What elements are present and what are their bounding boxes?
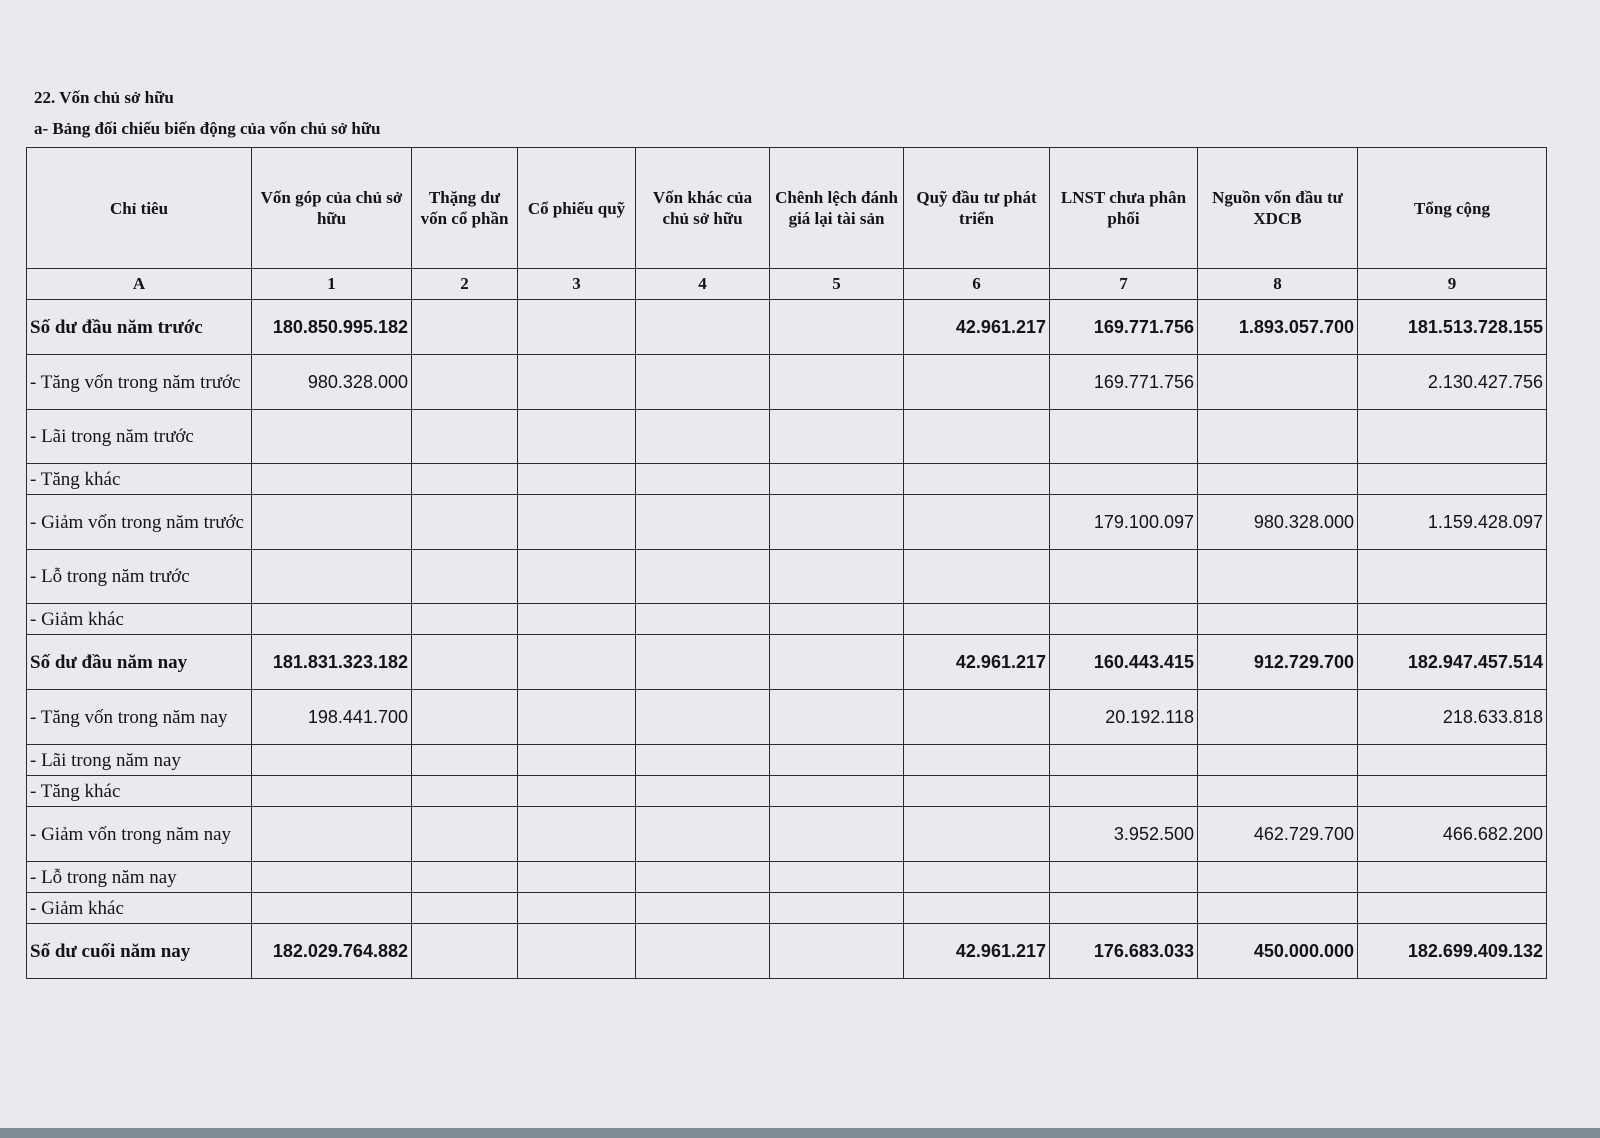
value-cell: 169.771.756 bbox=[1050, 300, 1198, 355]
value-cell bbox=[770, 635, 904, 690]
value-cell bbox=[252, 495, 412, 550]
value-cell bbox=[1198, 410, 1358, 464]
value-cell bbox=[518, 745, 636, 776]
value-cell bbox=[770, 355, 904, 410]
value-cell bbox=[636, 924, 770, 979]
value-cell: 42.961.217 bbox=[904, 300, 1050, 355]
value-cell bbox=[1198, 776, 1358, 807]
column-header: Vốn khác của chủ sở hữu bbox=[636, 148, 770, 269]
row-label: - Tăng vốn trong năm trước bbox=[27, 355, 252, 410]
value-cell bbox=[1198, 604, 1358, 635]
value-cell bbox=[1358, 893, 1547, 924]
value-cell bbox=[518, 924, 636, 979]
value-cell bbox=[518, 355, 636, 410]
column-header-row bbox=[27, 148, 1547, 269]
value-cell bbox=[636, 550, 770, 604]
value-cell: 180.850.995.182 bbox=[252, 300, 412, 355]
value-cell bbox=[636, 807, 770, 862]
value-cell bbox=[1198, 690, 1358, 745]
value-cell bbox=[636, 690, 770, 745]
row-label: - Lỗ trong năm nay bbox=[27, 862, 252, 893]
column-code: 6 bbox=[904, 269, 1050, 300]
value-cell bbox=[1358, 410, 1547, 464]
value-cell bbox=[252, 604, 412, 635]
value-cell bbox=[1050, 745, 1198, 776]
value-cell bbox=[1198, 862, 1358, 893]
value-cell bbox=[1358, 550, 1547, 604]
column-code-row bbox=[27, 269, 1547, 300]
table-subtitle: a- Bảng đối chiếu biến động của vốn chủ sở hữu bbox=[34, 119, 381, 138]
value-cell bbox=[518, 776, 636, 807]
column-header: Vốn góp của chủ sở hữu bbox=[252, 148, 412, 269]
value-cell bbox=[904, 464, 1050, 495]
value-cell bbox=[1198, 550, 1358, 604]
value-cell bbox=[412, 300, 518, 355]
table-row bbox=[27, 635, 1547, 690]
value-cell: 182.947.457.514 bbox=[1358, 635, 1547, 690]
value-cell bbox=[770, 893, 904, 924]
value-cell bbox=[518, 893, 636, 924]
value-cell bbox=[1358, 745, 1547, 776]
value-cell bbox=[1198, 355, 1358, 410]
value-cell bbox=[1050, 862, 1198, 893]
table-row bbox=[27, 464, 1547, 495]
value-cell bbox=[412, 862, 518, 893]
row-label: - Giảm khác bbox=[27, 604, 252, 635]
value-cell bbox=[770, 300, 904, 355]
value-cell bbox=[1050, 410, 1198, 464]
value-cell bbox=[412, 495, 518, 550]
column-code: 4 bbox=[636, 269, 770, 300]
table-row bbox=[27, 862, 1547, 893]
value-cell bbox=[636, 300, 770, 355]
value-cell: 450.000.000 bbox=[1198, 924, 1358, 979]
column-code: 2 bbox=[412, 269, 518, 300]
row-label: - Lãi trong năm trước bbox=[27, 410, 252, 464]
value-cell: 176.683.033 bbox=[1050, 924, 1198, 979]
value-cell: 182.699.409.132 bbox=[1358, 924, 1547, 979]
value-cell: 182.029.764.882 bbox=[252, 924, 412, 979]
value-cell: 912.729.700 bbox=[1198, 635, 1358, 690]
value-cell bbox=[1050, 464, 1198, 495]
value-cell bbox=[1358, 776, 1547, 807]
value-cell bbox=[412, 776, 518, 807]
table-row bbox=[27, 550, 1547, 604]
value-cell bbox=[1050, 604, 1198, 635]
section-title: 22. Vốn chủ sở hữu bbox=[34, 88, 174, 107]
value-cell bbox=[252, 807, 412, 862]
value-cell bbox=[904, 745, 1050, 776]
table-row bbox=[27, 745, 1547, 776]
value-cell bbox=[518, 495, 636, 550]
column-header: Chỉ tiêu bbox=[27, 148, 252, 269]
value-cell: 20.192.118 bbox=[1050, 690, 1198, 745]
value-cell bbox=[1358, 862, 1547, 893]
value-cell bbox=[412, 464, 518, 495]
value-cell bbox=[412, 635, 518, 690]
row-label: Số dư đầu năm nay bbox=[27, 635, 252, 690]
row-label: Số dư đầu năm trước bbox=[27, 300, 252, 355]
value-cell bbox=[1050, 550, 1198, 604]
row-label: - Lỗ trong năm trước bbox=[27, 550, 252, 604]
value-cell: 980.328.000 bbox=[252, 355, 412, 410]
value-cell: 462.729.700 bbox=[1198, 807, 1358, 862]
value-cell bbox=[518, 635, 636, 690]
value-cell bbox=[636, 464, 770, 495]
scan-bottom-edge bbox=[0, 1128, 1600, 1138]
value-cell bbox=[1050, 893, 1198, 924]
value-cell bbox=[770, 807, 904, 862]
value-cell bbox=[770, 410, 904, 464]
value-cell bbox=[636, 355, 770, 410]
column-header: Cổ phiếu quỹ bbox=[518, 148, 636, 269]
value-cell bbox=[1358, 604, 1547, 635]
row-label: - Tăng khác bbox=[27, 464, 252, 495]
column-header: Quỹ đầu tư phát triển bbox=[904, 148, 1050, 269]
row-label: - Giảm vốn trong năm nay bbox=[27, 807, 252, 862]
value-cell bbox=[904, 410, 1050, 464]
value-cell bbox=[636, 635, 770, 690]
row-label: - Giảm vốn trong năm trước bbox=[27, 495, 252, 550]
column-code: 9 bbox=[1358, 269, 1547, 300]
value-cell: 179.100.097 bbox=[1050, 495, 1198, 550]
row-label: Số dư cuối năm nay bbox=[27, 924, 252, 979]
column-header: Tổng cộng bbox=[1358, 148, 1547, 269]
column-header: Chênh lệch đánh giá lại tài sản bbox=[770, 148, 904, 269]
value-cell bbox=[904, 690, 1050, 745]
value-cell: 198.441.700 bbox=[252, 690, 412, 745]
value-cell: 160.443.415 bbox=[1050, 635, 1198, 690]
value-cell bbox=[518, 604, 636, 635]
value-cell: 42.961.217 bbox=[904, 635, 1050, 690]
value-cell bbox=[518, 690, 636, 745]
value-cell bbox=[904, 862, 1050, 893]
value-cell bbox=[636, 495, 770, 550]
value-cell bbox=[412, 690, 518, 745]
value-cell bbox=[904, 495, 1050, 550]
row-label: - Tăng khác bbox=[27, 776, 252, 807]
value-cell bbox=[412, 924, 518, 979]
value-cell bbox=[252, 893, 412, 924]
value-cell bbox=[252, 745, 412, 776]
value-cell bbox=[518, 410, 636, 464]
value-cell bbox=[636, 604, 770, 635]
value-cell: 169.771.756 bbox=[1050, 355, 1198, 410]
value-cell bbox=[1198, 745, 1358, 776]
table-row bbox=[27, 807, 1547, 862]
value-cell bbox=[904, 604, 1050, 635]
value-cell bbox=[412, 355, 518, 410]
value-cell bbox=[904, 893, 1050, 924]
table-row bbox=[27, 690, 1547, 745]
value-cell bbox=[636, 410, 770, 464]
value-cell bbox=[770, 924, 904, 979]
table-row bbox=[27, 495, 1547, 550]
value-cell: 181.831.323.182 bbox=[252, 635, 412, 690]
value-cell bbox=[904, 550, 1050, 604]
value-cell bbox=[770, 550, 904, 604]
value-cell bbox=[636, 776, 770, 807]
value-cell bbox=[770, 776, 904, 807]
value-cell bbox=[1198, 464, 1358, 495]
value-cell bbox=[770, 745, 904, 776]
value-cell bbox=[904, 776, 1050, 807]
value-cell bbox=[412, 550, 518, 604]
value-cell: 980.328.000 bbox=[1198, 495, 1358, 550]
column-code: 8 bbox=[1198, 269, 1358, 300]
value-cell bbox=[636, 862, 770, 893]
value-cell bbox=[904, 355, 1050, 410]
value-cell bbox=[636, 745, 770, 776]
row-label: - Giảm khác bbox=[27, 893, 252, 924]
value-cell: 1.893.057.700 bbox=[1198, 300, 1358, 355]
table-row bbox=[27, 893, 1547, 924]
value-cell bbox=[518, 300, 636, 355]
value-cell bbox=[252, 410, 412, 464]
value-cell: 466.682.200 bbox=[1358, 807, 1547, 862]
value-cell bbox=[518, 807, 636, 862]
value-cell bbox=[770, 604, 904, 635]
value-cell: 42.961.217 bbox=[904, 924, 1050, 979]
table-row bbox=[27, 355, 1547, 410]
value-cell bbox=[412, 745, 518, 776]
value-cell: 2.130.427.756 bbox=[1358, 355, 1547, 410]
value-cell: 1.159.428.097 bbox=[1358, 495, 1547, 550]
value-cell bbox=[252, 464, 412, 495]
value-cell bbox=[518, 464, 636, 495]
value-cell bbox=[412, 893, 518, 924]
value-cell bbox=[770, 690, 904, 745]
column-code: 3 bbox=[518, 269, 636, 300]
value-cell bbox=[1050, 776, 1198, 807]
value-cell bbox=[252, 776, 412, 807]
row-label: - Lãi trong năm nay bbox=[27, 745, 252, 776]
table-row bbox=[27, 604, 1547, 635]
value-cell bbox=[412, 604, 518, 635]
column-code: 1 bbox=[252, 269, 412, 300]
column-code: 5 bbox=[770, 269, 904, 300]
table-row bbox=[27, 776, 1547, 807]
row-label: - Tăng vốn trong năm nay bbox=[27, 690, 252, 745]
table-row bbox=[27, 300, 1547, 355]
column-header: Thặng dư vốn cổ phần bbox=[412, 148, 518, 269]
value-cell bbox=[904, 807, 1050, 862]
value-cell bbox=[412, 807, 518, 862]
value-cell: 3.952.500 bbox=[1050, 807, 1198, 862]
value-cell bbox=[1198, 893, 1358, 924]
table-row bbox=[27, 410, 1547, 464]
column-header: LNST chưa phân phối bbox=[1050, 148, 1198, 269]
value-cell bbox=[636, 893, 770, 924]
value-cell bbox=[770, 464, 904, 495]
value-cell: 181.513.728.155 bbox=[1358, 300, 1547, 355]
value-cell bbox=[518, 550, 636, 604]
value-cell bbox=[252, 550, 412, 604]
column-header: Nguồn vốn đầu tư XDCB bbox=[1198, 148, 1358, 269]
column-code: A bbox=[27, 269, 252, 300]
table-row bbox=[27, 924, 1547, 979]
value-cell bbox=[412, 410, 518, 464]
value-cell bbox=[252, 862, 412, 893]
value-cell bbox=[770, 495, 904, 550]
equity-reconciliation-table bbox=[26, 147, 1547, 979]
value-cell bbox=[770, 862, 904, 893]
value-cell bbox=[518, 862, 636, 893]
column-code: 7 bbox=[1050, 269, 1198, 300]
value-cell bbox=[1358, 464, 1547, 495]
value-cell: 218.633.818 bbox=[1358, 690, 1547, 745]
